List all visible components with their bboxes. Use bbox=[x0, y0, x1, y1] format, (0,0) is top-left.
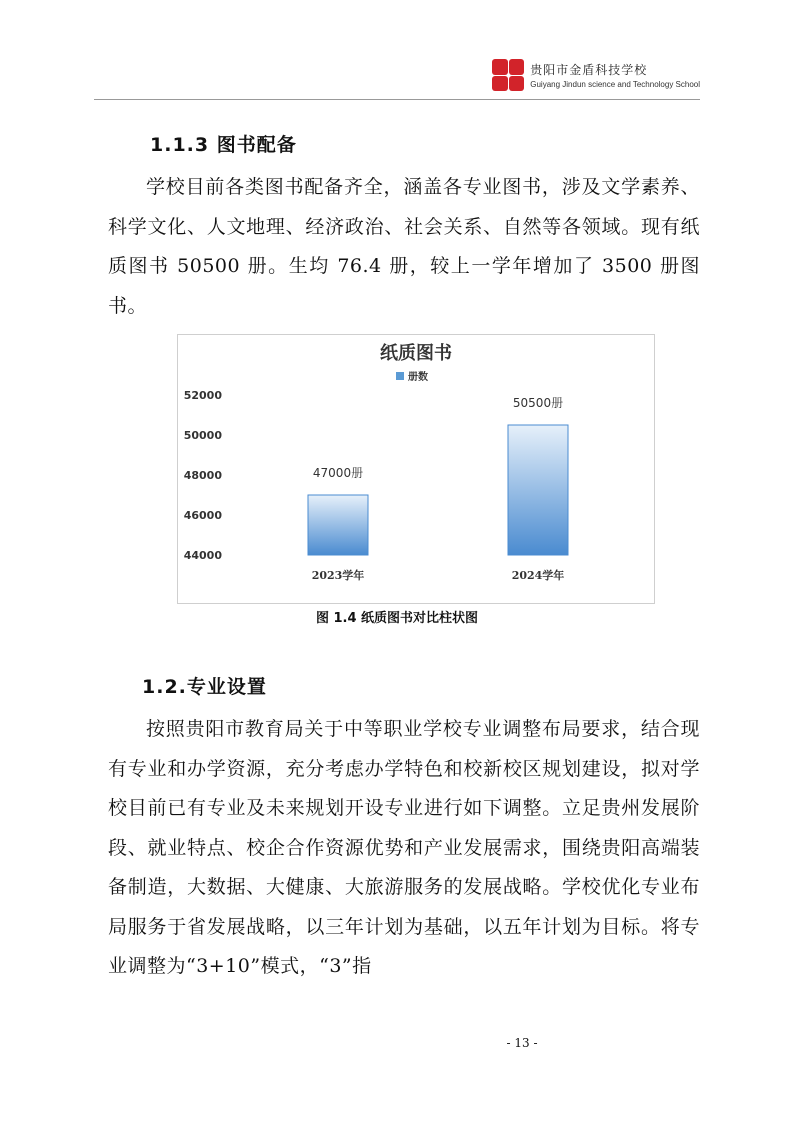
school-name-en: Guiyang Jindun science and Technology School bbox=[530, 80, 700, 89]
bar-data-label: 50500册 bbox=[512, 396, 564, 410]
x-tick-label: 2024学年 bbox=[511, 569, 565, 582]
y-tick-label: 48000 bbox=[183, 469, 222, 482]
school-name: 贵阳市金盾科技学校 bbox=[530, 63, 648, 77]
y-tick-label: 46000 bbox=[183, 509, 222, 522]
bar bbox=[508, 425, 568, 555]
y-tick-label: 52000 bbox=[183, 389, 222, 402]
school-identity bbox=[530, 61, 700, 89]
section-heading-majors: 1.2.专业设置 bbox=[142, 676, 267, 698]
legend-label: 册数 bbox=[408, 372, 428, 383]
page-number: - 13 - bbox=[506, 1036, 538, 1050]
legend-swatch bbox=[396, 372, 404, 380]
y-tick-label: 44000 bbox=[183, 549, 222, 562]
figure-caption: 图 1.4 纸质图书对比柱状图 bbox=[315, 611, 479, 626]
school-seal-icon bbox=[492, 59, 524, 91]
bar bbox=[308, 495, 368, 555]
page-header bbox=[492, 55, 700, 95]
header-divider bbox=[94, 99, 700, 100]
majors-paragraph: 按照贵阳市教育局关于中等职业学校专业调整布局要求，结合现有专业和办学资源，充分考虑办学特色和校新校区规划建设，拟对学校目前已有专业及未来规划开设专业进行如下调整。立足贵州发展阶段、就业特点、校企合作资源优势和产业发展需求，围绕贵阳高端装备制造，大数据、大健康、大旅游服务的发展战略。学校优化专业布局服务于省发展战略，以三年计划为基础，以五年计划为目标。将专业调整为“3+10”模式，“3”指 bbox=[108, 718, 700, 977]
chart-title: 纸质图书 bbox=[380, 343, 452, 364]
paper-books-bar-chart bbox=[177, 334, 655, 604]
x-tick-label: 2023学年 bbox=[311, 569, 365, 582]
chart-canvas bbox=[178, 335, 654, 603]
section-heading-book-resources: 1.1.3 图书配备 bbox=[150, 134, 297, 156]
bar-data-label: 47000册 bbox=[312, 466, 364, 480]
book-resources-paragraph: 学校目前各类图书配备齐全，涵盖各专业图书，涉及文学素养、科学文化、人文地理、经济政治、社会关系、自然等各领域。现有纸质图书 50500 册。生均 76.4 册，较上一学年增加了 3500 册图书。 bbox=[108, 176, 700, 317]
y-tick-label: 50000 bbox=[183, 429, 222, 442]
